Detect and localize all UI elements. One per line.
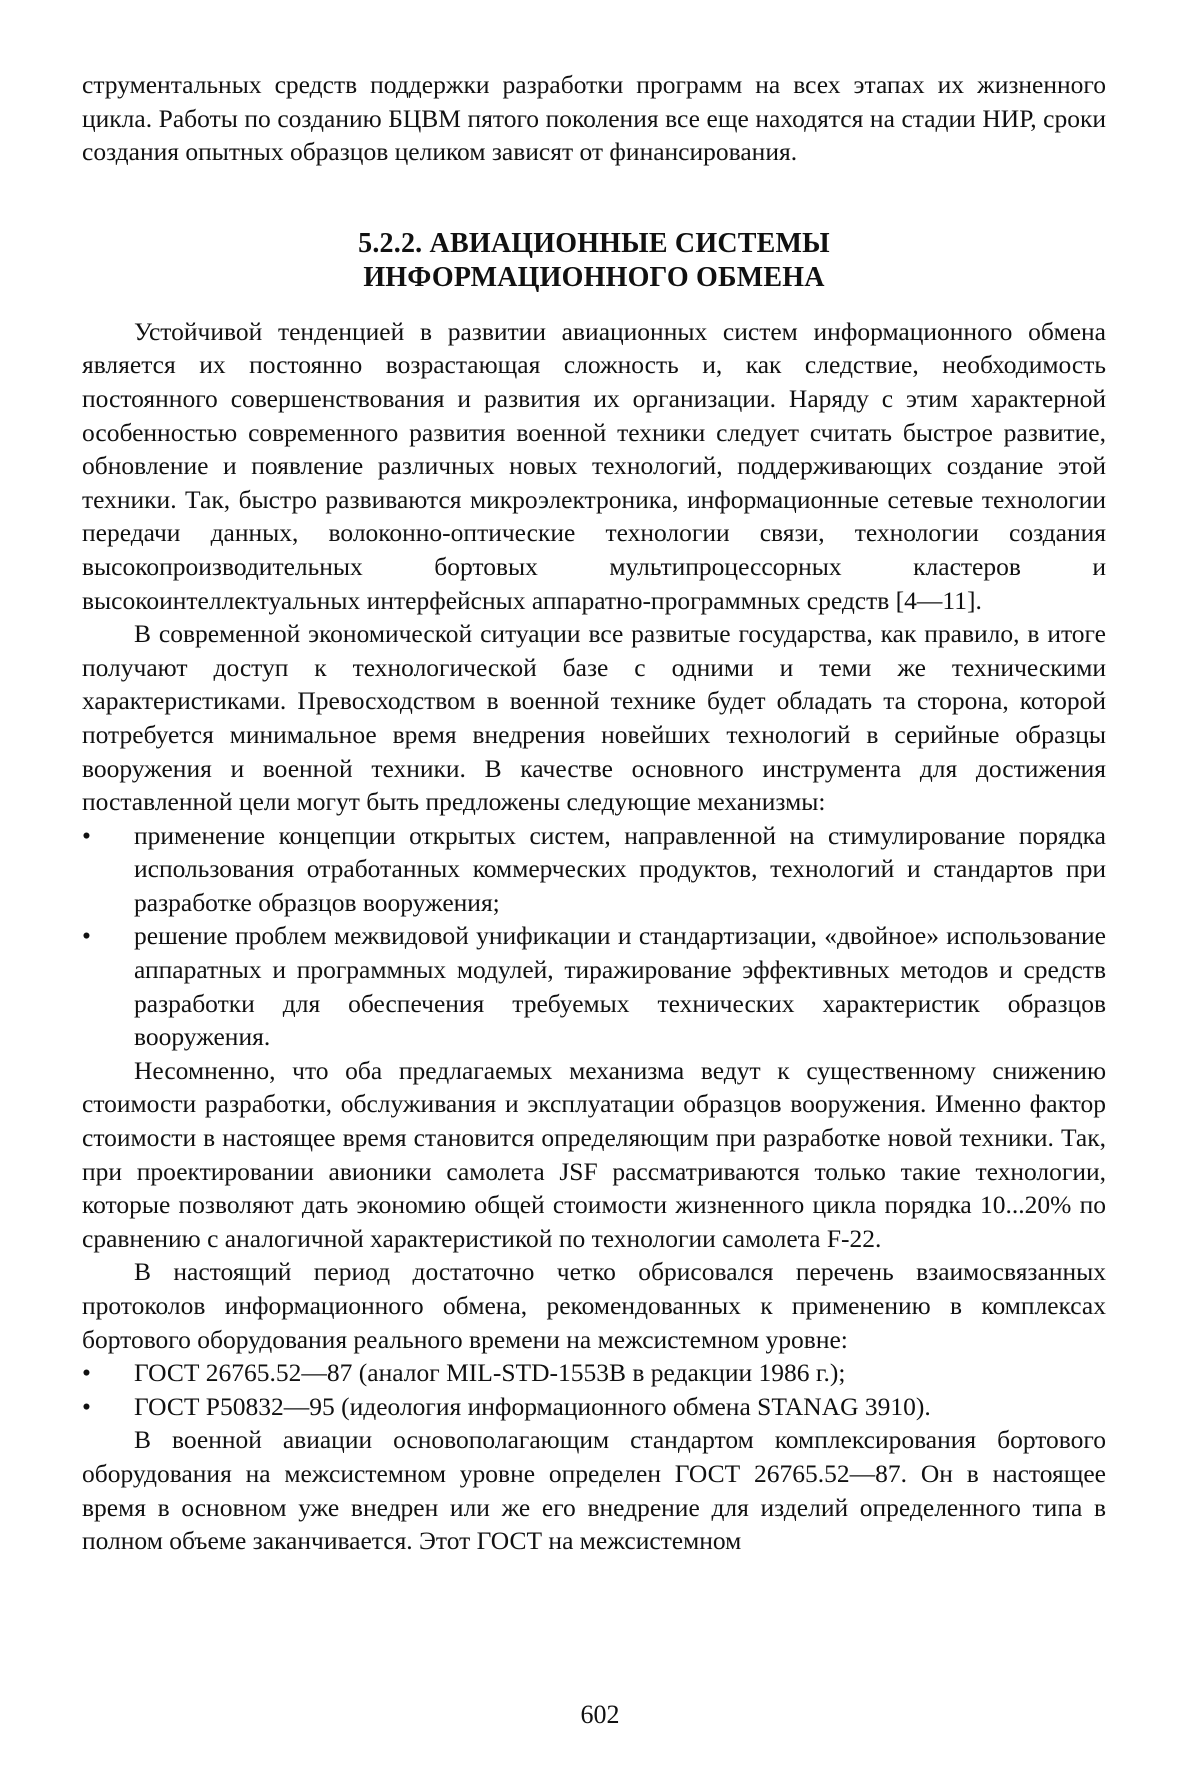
paragraph-trends: Устойчивой тенденцией в развитии авиационных систем информационного обмена является их постоянно возрастающая сложность и, как следствие, необходимость постоянного совершенствования и развития их организации. Наряду с этим характерной особенностью современного развития военной техники следует считать быстрое развитие, обновление и появление различных новых технологий, поддерживающих создание этой техники. Так, быстро развиваются микроэлектроника, информационные сетевые технологии передачи данных, волоконно-оптические технологии связи, технологии создания высокопроизводительных бортовых мультипроцессорных кластеров и высокоинтеллектуальных интерфейсных аппаратно-программных средств [4—11]. bbox=[82, 316, 1106, 615]
list-item bbox=[82, 1390, 1106, 1424]
page-body bbox=[82, 68, 1106, 1558]
paragraph-standard: В военной авиации основополагающим стандартом комплексирования бортового оборудования на межсистемном уровне определен ГОСТ 26765.52—87. Он в настоящее время в основном уже внедрен или же его внедрение для изделий определенного типа в полном объеме заканчивается. Этот ГОСТ на межсистемном bbox=[82, 1425, 1106, 1556]
paragraph-economics: В современной экономической ситуации все развитые государства, как правило, в итоге получают доступ к технологической базе с одними и теми же техническими характеристиками. Превосходством в военной технике будет обладать та сторона, которой потребуется минимальное время внедрения новейших технологий в серийные образцы вооружения и военной техники. В качестве основного инструмента для достижения поставленной цели могут быть предложены следующие механизмы: bbox=[82, 619, 1106, 817]
bullet-icon: • bbox=[82, 921, 91, 951]
list-item-text: ГОСТ Р50832—95 (идеология информационного обмена STANAG 3910). bbox=[134, 1391, 931, 1421]
mechanisms-list bbox=[82, 819, 1106, 1054]
paragraph-cost: Несомненно, что оба предлагаемых механизма ведут к существенному снижению стоимости разработки, обслуживания и эксплуатации образцов вооружения. Именно фактор стоимости в настоящее время становится определяющим при разработке новой техники. Так, при проектировании авионики самолета JSF рассматриваются только такие технологии, которые позволяют дать экономию общей стоимости жизненного цикла порядка 10...20% по сравнению с аналогичной характеристикой по технологии самолета F-22. bbox=[82, 1055, 1106, 1253]
paragraph-protocols: В настоящий период достаточно четко обрисовался перечень взаимосвязанных протоколов информационного обмена, рекомендованных к применению в комплексах бортового оборудования реального времени на межсистемном уровне: bbox=[82, 1257, 1106, 1354]
list-item-text: ГОСТ 26765.52—87 (аналог MIL-STD-1553B в редакции 1986 г.); bbox=[134, 1358, 846, 1388]
list-item-text: применение концепции открытых систем, направленной на стимулирование порядка использования отработанных коммерческих продуктов, технологий и стандартов при разработке образцов вооружения; bbox=[134, 820, 1106, 917]
bullet-icon: • bbox=[82, 1391, 91, 1421]
page-number: 602 bbox=[580, 1700, 620, 1729]
section-heading-line-2: ИНФОРМАЦИОННОГО ОБМЕНА bbox=[363, 261, 825, 293]
list-item bbox=[82, 919, 1106, 1053]
section-heading bbox=[82, 227, 1106, 295]
list-item bbox=[82, 1356, 1106, 1390]
section-heading-line-1: 5.2.2. АВИАЦИОННЫЕ СИСТЕМЫ bbox=[358, 227, 830, 259]
bullet-icon: • bbox=[82, 1358, 91, 1388]
list-item bbox=[82, 819, 1106, 920]
bullet-icon: • bbox=[82, 820, 91, 850]
continuation-paragraph: струментальных средств поддержки разработки программ на всех этапах их жизненного цикла. Работы по созданию БЦВМ пятого поколения все еще находятся на стадии НИР, сроки создания опытных образцов целиком зависят от финансирования. bbox=[82, 70, 1106, 167]
list-item-text: решение проблем межвидовой унификации и стандартизации, «двойное» использование аппаратных и программных модулей, тиражирование эффективных методов и средств разработки для обеспечения требуемых технических характеристик образцов вооружения. bbox=[134, 921, 1106, 1052]
protocols-list bbox=[82, 1356, 1106, 1423]
